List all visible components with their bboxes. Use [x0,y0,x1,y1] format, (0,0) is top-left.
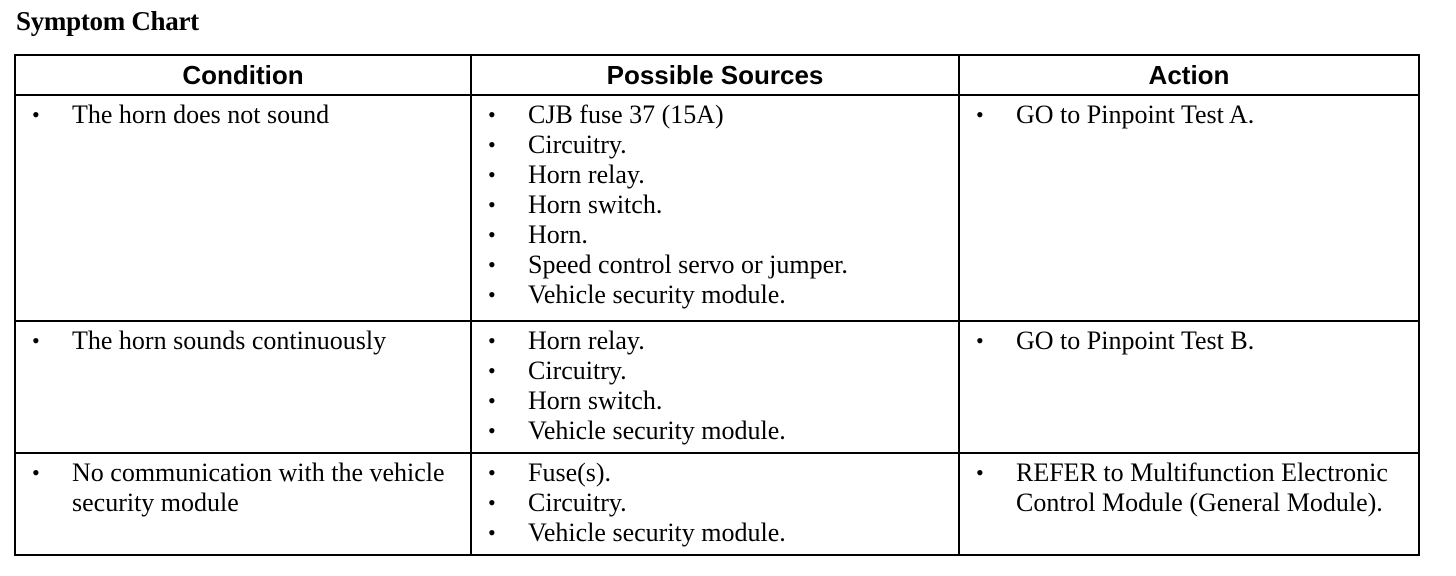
condition-text: The horn sounds continuously [72,326,387,355]
action-cell [959,321,1419,453]
list-item [484,190,948,220]
table-row [15,321,1419,453]
list-item [484,518,948,548]
bullet: • [32,102,40,127]
action-text: GO to Pinpoint Test A. [1016,100,1255,129]
list-item [28,326,460,356]
symptom-chart-table [14,54,1420,556]
header-condition: Condition [15,55,471,95]
bullet: • [488,328,496,353]
bullet: • [488,490,496,515]
source-text: Vehicle security module. [528,280,786,309]
source-text: Horn switch. [528,190,663,219]
document-title: Symptom Chart [16,6,199,36]
action-cell [959,95,1419,321]
bullet: • [488,102,496,127]
action-text: GO to Pinpoint Test B. [1016,326,1255,355]
source-text: Fuse(s). [528,458,612,487]
source-text: Vehicle security module. [528,416,786,445]
sources-cell [471,321,959,453]
list-item [484,220,948,250]
action-text: REFER to Multifunction Electronic Control Module (General Module). [1016,458,1388,517]
source-text: Circuitry. [528,488,627,517]
condition-text: The horn does not sound [72,100,330,129]
source-text: Circuitry. [528,356,627,385]
source-text: Circuitry. [528,130,627,159]
bullet: • [488,460,496,485]
condition-cell [15,95,471,321]
bullet: • [976,328,984,353]
list-item [484,100,948,130]
table-header-row [15,55,1419,95]
bullet: • [976,102,984,127]
header-possible-sources: Possible Sources [471,55,959,95]
bullet: • [488,192,496,217]
list-item [28,458,460,518]
list-item [972,458,1408,518]
list-item [972,100,1408,130]
source-text: Speed control servo or jumper. [528,250,848,279]
condition-text: No communication with the vehicle security module [72,458,445,517]
source-text: Vehicle security module. [528,518,786,547]
list-item [484,160,948,190]
list-item [484,326,948,356]
source-text: Horn switch. [528,386,663,415]
list-item [484,130,948,160]
table-row [15,95,1419,321]
sources-cell [471,453,959,555]
bullet: • [32,460,40,485]
source-text: Horn relay. [528,160,645,189]
condition-cell [15,321,471,453]
list-item [972,326,1408,356]
condition-cell [15,453,471,555]
sources-cell [471,95,959,321]
bullet: • [488,418,496,443]
table-row [15,453,1419,555]
bullet: • [488,162,496,187]
bullet: • [488,132,496,157]
list-item [484,386,948,416]
bullet: • [488,222,496,247]
header-action: Action [959,55,1419,95]
list-item [484,356,948,386]
bullet: • [488,282,496,307]
source-text: CJB fuse 37 (15A) [528,100,724,129]
source-text: Horn. [528,220,588,249]
bullet: • [488,520,496,545]
bullet: • [976,460,984,485]
source-text: Horn relay. [528,326,645,355]
list-item [484,488,948,518]
list-item [484,280,948,310]
bullet: • [32,328,40,353]
list-item [484,250,948,280]
bullet: • [488,252,496,277]
bullet: • [488,358,496,383]
list-item [484,458,948,488]
action-cell [959,453,1419,555]
list-item [484,416,948,446]
bullet: • [488,388,496,413]
list-item [28,100,460,130]
